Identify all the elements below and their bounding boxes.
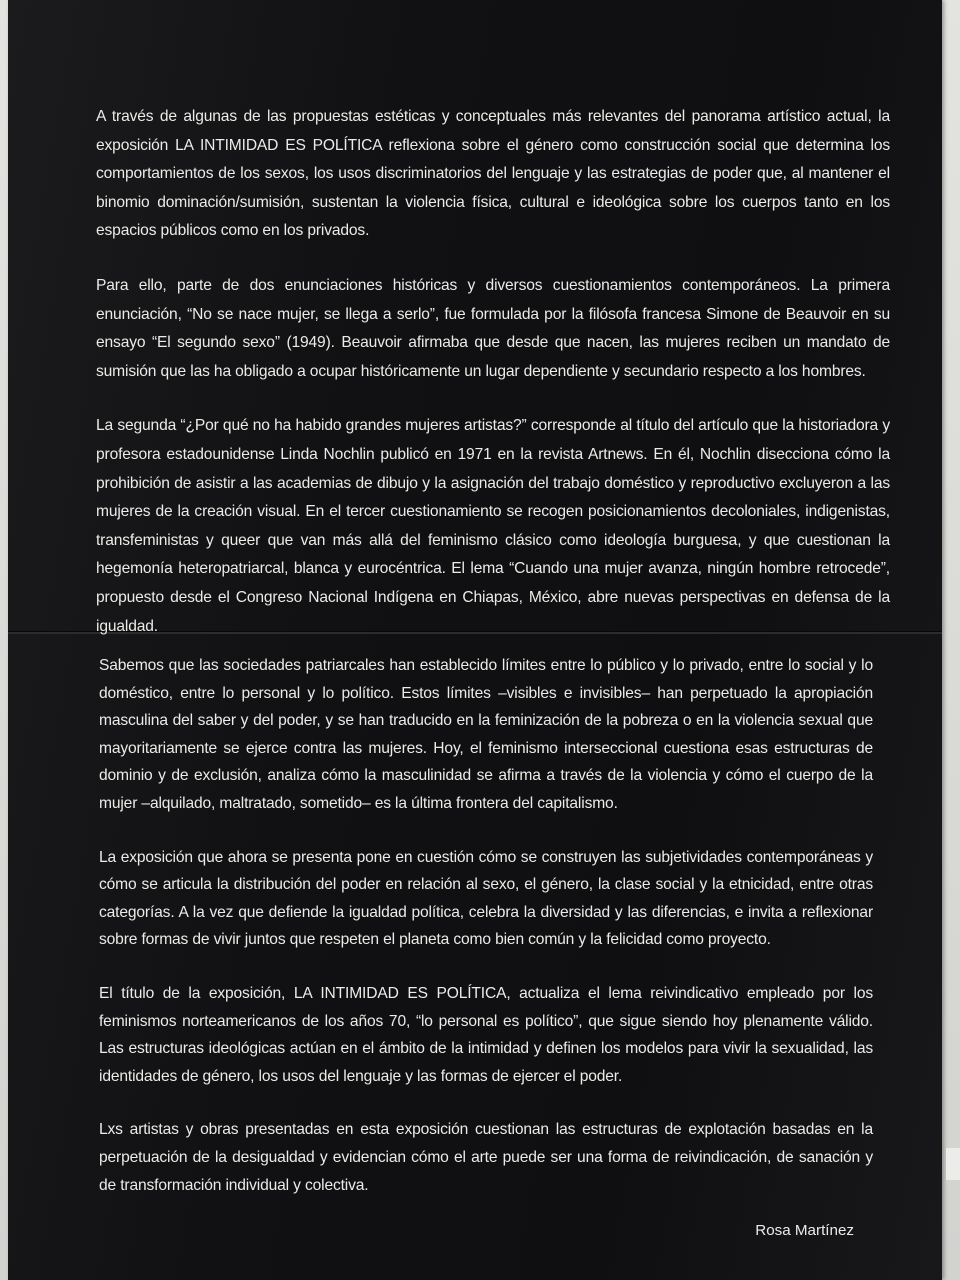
paragraph-beauvoir: Para ello, parte de dos enunciaciones históricas y diversos cuestionamientos contemporáneos. La primera enunciación, “No se nace mujer, se llega a serlo”, fue formulada por la filósofa francesa Simone de Beauvoir en su ensayo “El segundo sexo” (1949). Beauvoir afirmaba que desde que nacen, las mujeres reciben un mandato de sumisión que las ha obligado a ocupar históricamente un lugar dependiente y secundario respecto a los hombres. [96, 276, 890, 380]
top-text-block [96, 103, 890, 667]
paragraph-title-meaning: El título de la exposición, LA INTIMIDAD ES POLÍTICA, actualiza el lema reivindicativo empleado por los feminismos norteamericanos de los años 70, “lo personal es político”, que sigue siendo hoy plenamente válido. Las estructuras ideológicas actúan en el ámbito de la intimidad y definen los modelos para vivir la sexualidad, las identidades de género, los usos del lenguaje y las formas de ejercer el poder. [99, 984, 873, 1085]
author-signature: Rosa Martínez [755, 1222, 854, 1239]
paragraph-artists: Lxs artistas y obras presentadas en esta exposición cuestionan las estructuras de explotación basadas en la perpetuación de la desigualdad y evidencian cómo el arte puede ser una forma de reivindicación, de sanación y de transformación individual y colectiva. [99, 1121, 873, 1194]
paragraph-nochlin: La segunda “¿Por qué no ha habido grandes mujeres artistas?” corresponde al título del artículo que la historiadora y profesora estadounidense Linda Nochlin publicó en 1971 en la revista Artnews. En él, Nochlin disecciona cómo la prohibición de asistir a las academias de dibujo y la asignación del trabajo doméstico y reproductivo excluyeron a las mujeres de la creación visual. En el tercer cuestionamiento se recogen posicionamientos decoloniales, indigenistas, transfeministas y queer que van más allá del feminismo clásico como ideología burguesa, y que cuestionan la hegemonía heteropatriarcal, blanca y eurocéntrica. El lema “Cuando una mujer avanza, ningún hombre retrocede”, propuesto desde el Congreso Nacional Indígena en Chiapas, México, abre nuevas perspectivas en defensa de la igualdad. [96, 417, 890, 635]
paragraph-patriarchal-limits: Sabemos que las sociedades patriarcales han establecido límites entre lo público y lo privado, entre lo social y lo doméstico, entre lo personal y lo político. Estos límites –visibles e invisibles– han perpetuado la apropiación masculina del saber y del poder, y se han traducido en la feminización de la pobreza o en la violencia sexual que mayoritariamente se ejerce contra las mujeres. Hoy, el feminismo interseccional cuestiona esas estructuras de dominio y de exclusión, analiza cómo la masculinidad se afirma a través de la violencia y cómo el cuerpo de la mujer –alquilado, maltratado, sometido– es la última frontera del capitalismo. [99, 657, 873, 812]
paragraph-exhibition: La exposición que ahora se presenta pone en cuestión cómo se construyen las subjetividades contemporáneas y cómo se articula la distribución del poder en relación al sexo, el género, la clase social y la etnicidad, entre otras categorías. A la vez que defiende la igualdad política, celebra la diversidad y las diferencias, e invita a reflexionar sobre formas de vivir juntos que respeten el planeta como bien común y la felicidad como proyecto. [99, 848, 873, 949]
paragraph-intro: A través de algunas de las propuestas estéticas y conceptuales más relevantes del panorama artístico actual, la exposición LA INTIMIDAD ES POLÍTICA reflexiona sobre el género como construcción social que determina los comportamientos de los sexos, los usos discriminatorios del lenguaje y las estrategias de poder que, al mantener el binomio dominación/sumisión, sustentan la violencia física, cultural e ideológica sobre los cuerpos tanto en los espacios públicos como en los privados. [96, 108, 890, 240]
bottom-text-block [99, 652, 873, 1225]
wall-fixture [945, 1148, 960, 1180]
